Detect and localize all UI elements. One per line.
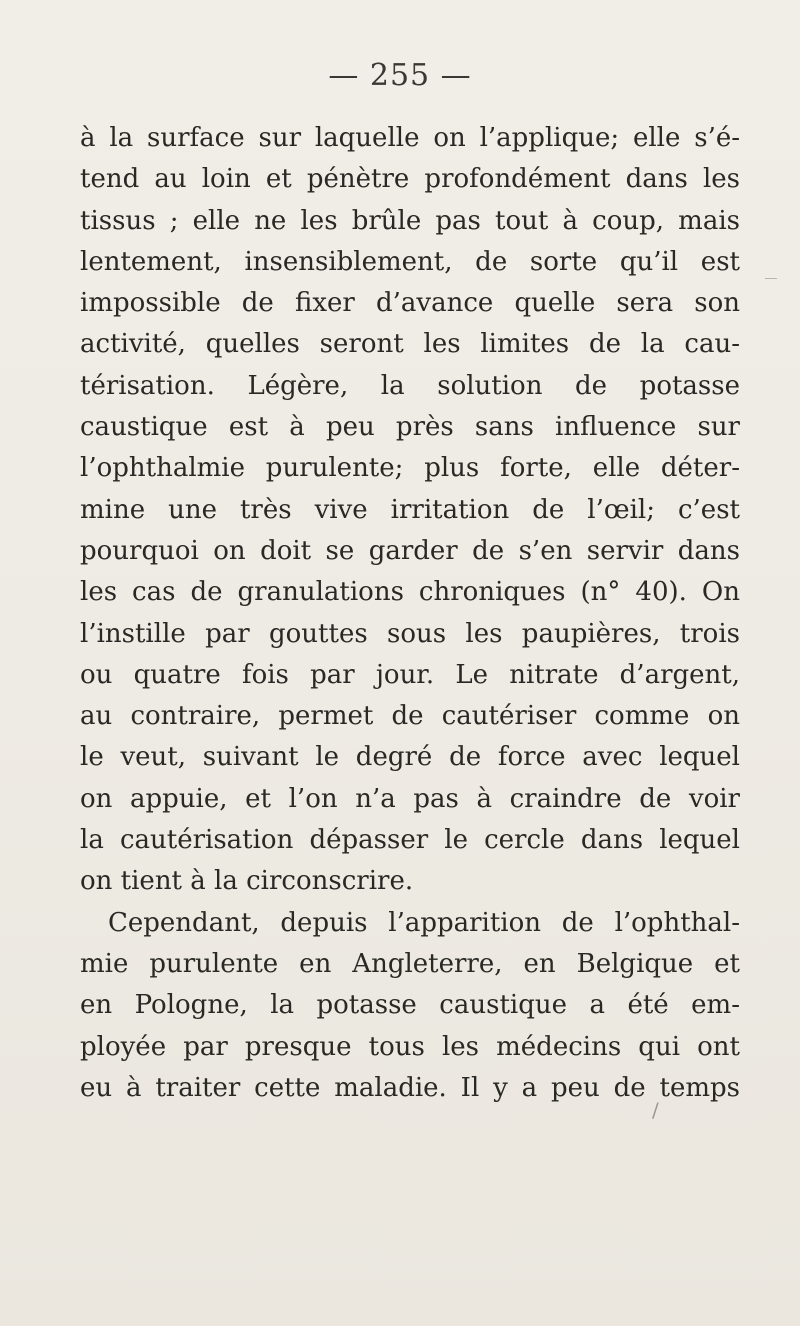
text-line: mine une très vive irritation de l’œil; c’est xyxy=(80,494,740,525)
text-line: mie purulente en Angleterre, en Belgique et xyxy=(80,948,740,979)
paragraph-2 xyxy=(80,903,740,1109)
page-number: — 255 — xyxy=(328,58,472,93)
paper-blemish xyxy=(765,278,777,279)
text-line: en Pologne, la potasse caustique a été em- xyxy=(80,990,740,1021)
text-line: caustique est à peu près sans influence sur xyxy=(80,412,740,443)
text-line: tissus ; elle ne les brûle pas tout à coup, mais xyxy=(80,205,740,236)
text-line: térisation. Légère, la solution de potasse xyxy=(80,370,740,401)
text-line: à la surface sur laquelle on l’applique; elle s’é- xyxy=(80,123,740,153)
text-line: pourquoi on doit se garder de s’en servir dans xyxy=(80,535,740,566)
text-line: eu à traiter cette maladie. Il y a peu de temps xyxy=(80,1072,740,1103)
text-line: lentement, insensiblement, de sorte qu’il est xyxy=(80,246,740,277)
text-line: impossible de fixer d’avance quelle sera son xyxy=(80,288,740,319)
paper-blemish: / xyxy=(652,1098,659,1122)
text-line: la cautérisation dépasser le cercle dans lequel xyxy=(80,825,740,856)
text-line: les cas de granulations chroniques (n° 40). On xyxy=(80,577,740,608)
text-line: au contraire, permet de cautériser comme on xyxy=(80,701,740,732)
paragraph-1 xyxy=(80,118,740,903)
text-line: Cependant, depuis l’apparition de l’ophthal- xyxy=(108,907,740,938)
text-line: ployée par presque tous les médecins qui ont xyxy=(80,1031,740,1062)
body-text xyxy=(80,118,740,1109)
text-line: on tient à la circonscrire. xyxy=(80,866,414,897)
text-line: le veut, suivant le degré de force avec lequel xyxy=(80,742,740,773)
text-line: on appuie, et l’on n’a pas à craindre de voir xyxy=(80,783,740,814)
text-line: l’ophthalmie purulente; plus forte, elle déter- xyxy=(80,453,740,484)
text-line: l’instille par gouttes sous les paupières, trois xyxy=(80,618,740,649)
text-line: tend au loin et pénètre profondément dans les xyxy=(80,164,740,195)
text-line: ou quatre fois par jour. Le nitrate d’argent, xyxy=(80,659,740,690)
text-line: activité, quelles seront les limites de la cau- xyxy=(80,329,740,360)
